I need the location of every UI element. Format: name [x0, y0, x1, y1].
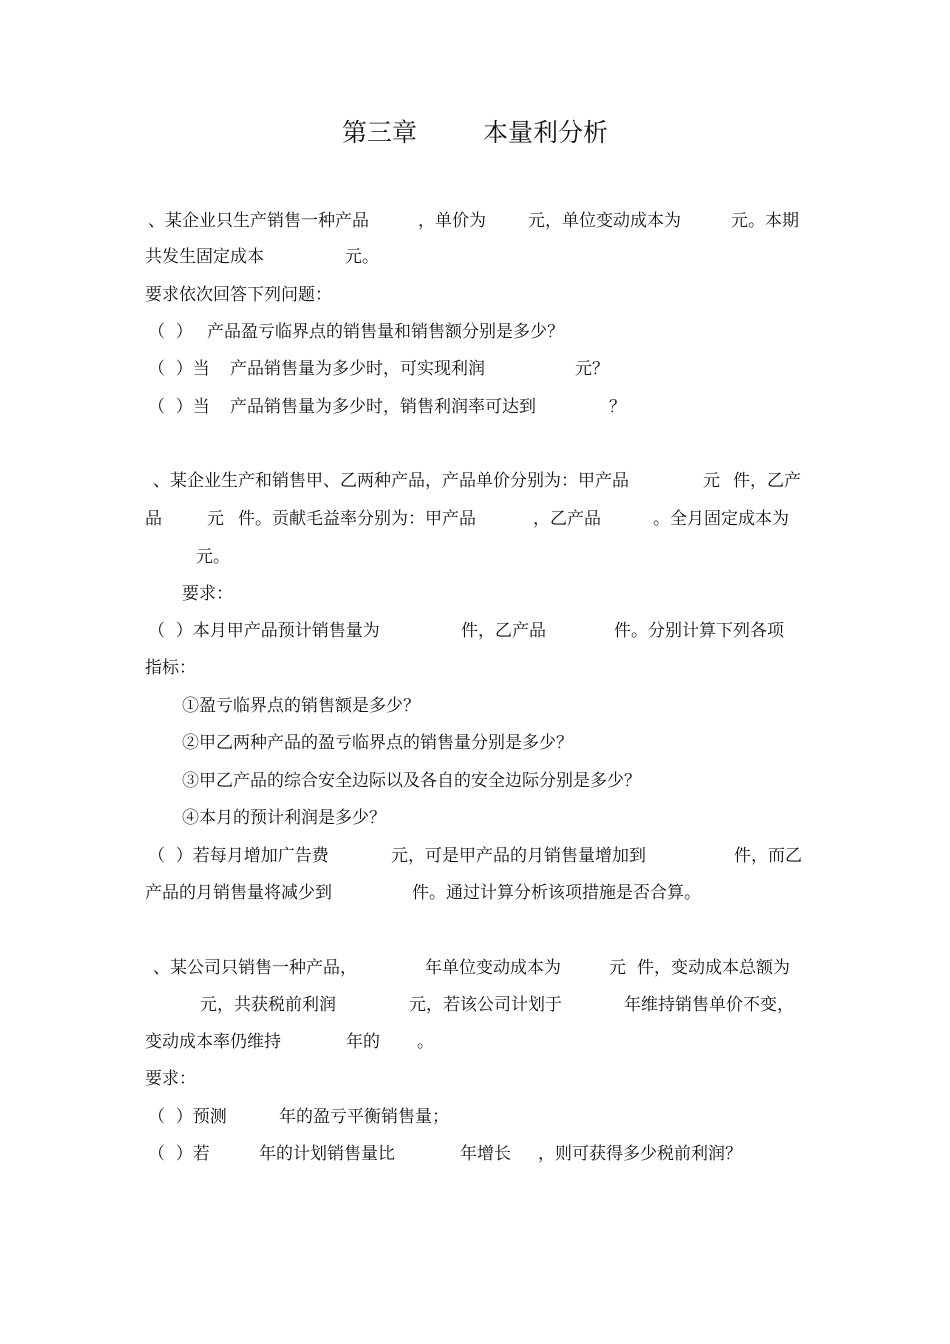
q2-part2-c: 件，而乙	[734, 846, 802, 866]
q2-part2-a: （ ）若每月增加广告费	[148, 846, 329, 866]
q2-part1-b: 件，乙产品	[461, 621, 546, 641]
q1-part3-end: ？	[609, 397, 626, 417]
q3-part2-d: ，则可获得多少税前利润？	[538, 1144, 742, 1164]
q3-part2-c: 年增长	[460, 1144, 511, 1164]
q3-line3-a: 变动成本率仍维持	[145, 1032, 281, 1052]
page-title: 本量利分析	[483, 118, 609, 147]
q1-line1-d: 元。本期	[731, 211, 799, 231]
q2-sub4: ④本月的预计利润是多少？	[182, 808, 386, 828]
q1-requirement: 要求依次回答下列问题：	[145, 285, 332, 305]
q3-part2-a: （ ）若	[148, 1144, 210, 1164]
q3-line3-b: 年的	[346, 1032, 380, 1052]
q2-sub1: ①盈亏临界点的销售额是多少？	[182, 696, 420, 716]
q2-line2-e: 。全月固定成本为	[653, 509, 789, 529]
q2-line2-d: ，乙产品	[533, 509, 601, 529]
q2-line1-c: 件，乙产	[733, 471, 801, 491]
q1-part1-text: 产品盈亏临界点的销售量和销售额分别是多少？	[207, 322, 564, 342]
q2-part1-a: （ ）本月甲产品预计销售量为	[148, 621, 380, 641]
q2-sub3: ③甲乙产品的综合安全边际以及各自的安全边际分别是多少？	[182, 771, 641, 791]
q1-part2-text: 产品销售量为多少时，可实现利润	[230, 359, 485, 379]
q1-line2-a: 共发生固定成本	[145, 247, 264, 267]
q1-line1-b: ，单价为	[418, 211, 486, 231]
q1-line1-a: 、某企业只生产销售一种产品	[148, 211, 369, 231]
q3-line3-c: 。	[417, 1032, 434, 1052]
q2-line2-b: 元	[207, 509, 224, 529]
q2-part1-d: 指标：	[145, 658, 196, 678]
q1-line1-c: 元，单位变动成本为	[528, 211, 681, 231]
q3-line1-c: 元	[609, 958, 626, 978]
q3-line2-b: 元，若该公司计划于	[409, 995, 562, 1015]
q2-part2-d: 产品的月销售量将减少到	[145, 883, 332, 903]
q2-requirement: 要求：	[182, 584, 233, 604]
q1-line2-b: 元。	[345, 247, 379, 267]
q1-part3-num: （ ）当	[148, 397, 210, 417]
q1-part1-num: （ ）	[148, 322, 193, 342]
q2-sub2: ②甲乙两种产品的盈亏临界点的销售量分别是多少？	[182, 733, 573, 753]
q2-line1-a: 、某企业生产和销售甲、乙两种产品，产品单价分别为：甲产品	[153, 471, 629, 491]
q2-part2-e: 件。通过计算分析该项措施是否合算。	[412, 883, 701, 903]
q1-part2-end: 元？	[575, 359, 609, 379]
q3-line2-a: 元，共获税前利润	[200, 995, 336, 1015]
q3-requirement: 要求：	[145, 1069, 196, 1089]
q1-part2-num: （ ）当	[148, 359, 210, 379]
q3-line1-b: 年单位变动成本为	[425, 958, 561, 978]
q2-part2-b: 元，可是甲产品的月销售量增加到	[391, 846, 646, 866]
q3-part2-b: 年的计划销售量比	[259, 1144, 395, 1164]
q2-line2-a: 品	[145, 509, 162, 529]
q2-line2-c: 件。贡献毛益率分别为：甲产品	[238, 509, 476, 529]
q2-line3: 元。	[196, 547, 230, 567]
q3-part1-a: （ ）预测	[148, 1107, 227, 1127]
q3-line1-d: 件，变动成本总额为	[637, 958, 790, 978]
q3-part1-b: 年的盈亏平衡销售量；	[279, 1107, 449, 1127]
chapter-label: 第三章	[342, 118, 418, 147]
q3-line2-c: 年维持销售单价不变，	[624, 995, 794, 1015]
q3-line1-a: 、某公司只销售一种产品，	[153, 958, 357, 978]
q2-line1-b: 元	[703, 471, 720, 491]
q2-part1-c: 件。分别计算下列各项	[614, 621, 784, 641]
q1-part3-text: 产品销售量为多少时，销售利润率可达到	[230, 397, 536, 417]
